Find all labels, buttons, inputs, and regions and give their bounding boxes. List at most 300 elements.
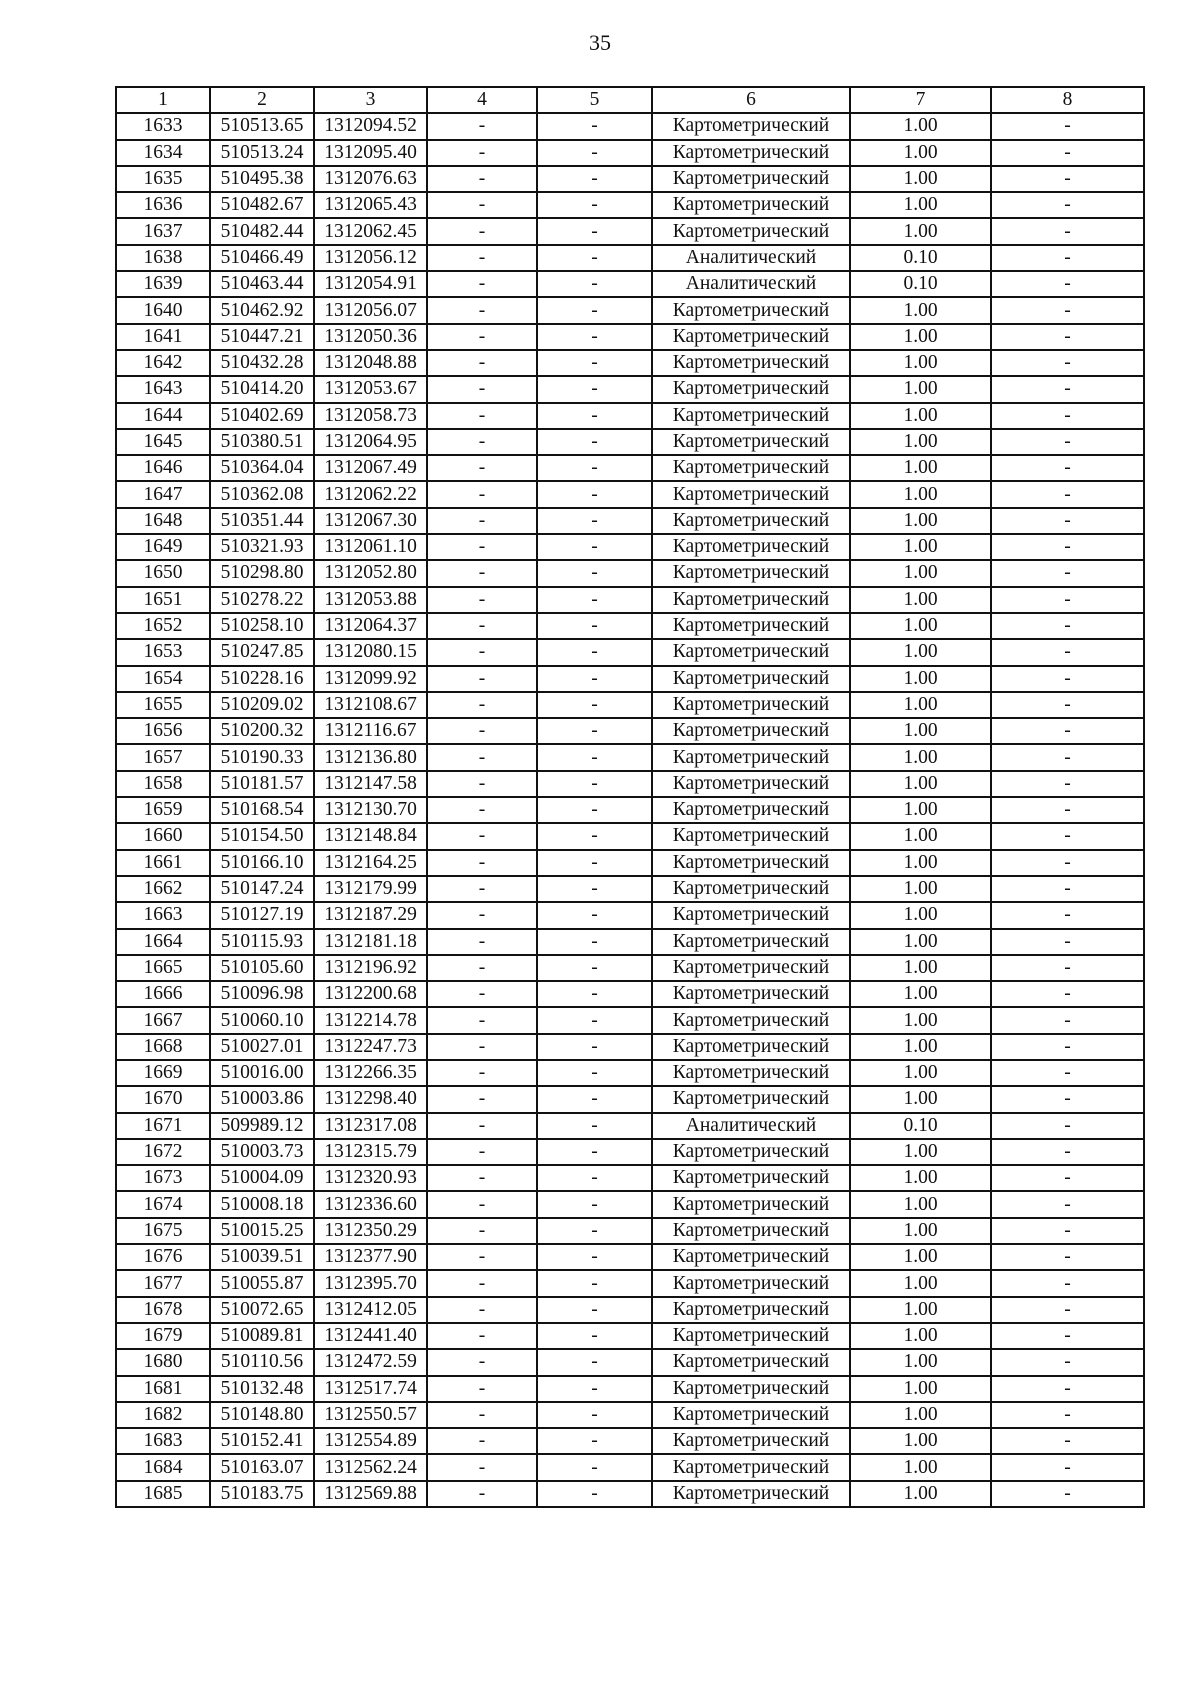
table-row (116, 718, 1144, 744)
x-coordinate-cell: 510298.80 (210, 560, 314, 586)
x-coordinate-cell: 510027.01 (210, 1034, 314, 1060)
column-5-cell: - (537, 771, 652, 797)
method-cell: Картометрический (652, 324, 850, 350)
table-row (116, 1270, 1144, 1296)
method-cell: Картометрический (652, 1428, 850, 1454)
y-coordinate-cell: 1312053.88 (314, 587, 427, 613)
column-4-cell: - (427, 192, 537, 218)
accuracy-cell: 1.00 (850, 1349, 991, 1375)
column-5-cell: - (537, 902, 652, 928)
column-5-cell: - (537, 744, 652, 770)
column-4-cell: - (427, 902, 537, 928)
x-coordinate-cell: 510055.87 (210, 1270, 314, 1296)
table-row (116, 166, 1144, 192)
method-cell: Картометрический (652, 1139, 850, 1165)
column-5-cell: - (537, 666, 652, 692)
y-coordinate-cell: 1312179.99 (314, 876, 427, 902)
y-coordinate-cell: 1312350.29 (314, 1218, 427, 1244)
column-4-cell: - (427, 166, 537, 192)
method-cell: Картометрический (652, 376, 850, 402)
method-cell: Картометрический (652, 455, 850, 481)
column-8-cell: - (991, 1454, 1144, 1480)
table-row (116, 797, 1144, 823)
accuracy-cell: 0.10 (850, 1113, 991, 1139)
y-coordinate-cell: 1312562.24 (314, 1454, 427, 1480)
column-5-cell: - (537, 245, 652, 271)
x-coordinate-cell: 510147.24 (210, 876, 314, 902)
column-4-cell: - (427, 1086, 537, 1112)
accuracy-cell: 1.00 (850, 560, 991, 586)
column-4-cell: - (427, 1113, 537, 1139)
table-row (116, 1034, 1144, 1060)
x-coordinate-cell: 510016.00 (210, 1060, 314, 1086)
x-coordinate-cell: 510132.48 (210, 1376, 314, 1402)
column-5-cell: - (537, 1481, 652, 1507)
method-cell: Картометрический (652, 744, 850, 770)
column-4-cell: - (427, 1270, 537, 1296)
y-coordinate-cell: 1312052.80 (314, 560, 427, 586)
table-row (116, 771, 1144, 797)
column-5-cell: - (537, 639, 652, 665)
point-number-cell: 1674 (116, 1191, 210, 1217)
x-coordinate-cell: 510183.75 (210, 1481, 314, 1507)
column-5-cell: - (537, 1113, 652, 1139)
accuracy-cell: 1.00 (850, 1007, 991, 1033)
column-4-cell: - (427, 1165, 537, 1191)
column-header-1: 1 (116, 87, 210, 113)
accuracy-cell: 1.00 (850, 850, 991, 876)
table-row (116, 639, 1144, 665)
column-5-cell: - (537, 1376, 652, 1402)
point-number-cell: 1680 (116, 1349, 210, 1375)
y-coordinate-cell: 1312200.68 (314, 981, 427, 1007)
table-row (116, 955, 1144, 981)
method-cell: Картометрический (652, 1086, 850, 1112)
x-coordinate-cell: 510152.41 (210, 1428, 314, 1454)
table-row (116, 113, 1144, 139)
method-cell: Картометрический (652, 1034, 850, 1060)
method-cell: Картометрический (652, 1244, 850, 1270)
y-coordinate-cell: 1312058.73 (314, 403, 427, 429)
point-number-cell: 1670 (116, 1086, 210, 1112)
point-number-cell: 1681 (116, 1376, 210, 1402)
column-8-cell: - (991, 1244, 1144, 1270)
table-row (116, 1060, 1144, 1086)
accuracy-cell: 1.00 (850, 1376, 991, 1402)
table-row (116, 876, 1144, 902)
column-4-cell: - (427, 376, 537, 402)
column-4-cell: - (427, 639, 537, 665)
point-number-cell: 1664 (116, 929, 210, 955)
accuracy-cell: 1.00 (850, 902, 991, 928)
column-5-cell: - (537, 297, 652, 323)
accuracy-cell: 1.00 (850, 140, 991, 166)
column-8-cell: - (991, 876, 1144, 902)
y-coordinate-cell: 1312472.59 (314, 1349, 427, 1375)
y-coordinate-cell: 1312336.60 (314, 1191, 427, 1217)
method-cell: Картометрический (652, 1165, 850, 1191)
column-4-cell: - (427, 666, 537, 692)
column-8-cell: - (991, 1034, 1144, 1060)
method-cell: Картометрический (652, 113, 850, 139)
accuracy-cell: 1.00 (850, 823, 991, 849)
point-number-cell: 1640 (116, 297, 210, 323)
table-row (116, 271, 1144, 297)
table-row (116, 1007, 1144, 1033)
accuracy-cell: 1.00 (850, 455, 991, 481)
column-4-cell: - (427, 718, 537, 744)
point-number-cell: 1671 (116, 1113, 210, 1139)
y-coordinate-cell: 1312056.12 (314, 245, 427, 271)
x-coordinate-cell: 510190.33 (210, 744, 314, 770)
column-8-cell: - (991, 429, 1144, 455)
column-8-cell: - (991, 955, 1144, 981)
y-coordinate-cell: 1312065.43 (314, 192, 427, 218)
column-4-cell: - (427, 1191, 537, 1217)
column-header-8: 8 (991, 87, 1144, 113)
column-4-cell: - (427, 1007, 537, 1033)
column-4-cell: - (427, 455, 537, 481)
table-row (116, 1218, 1144, 1244)
x-coordinate-cell: 510127.19 (210, 902, 314, 928)
table-row (116, 1086, 1144, 1112)
point-number-cell: 1658 (116, 771, 210, 797)
point-number-cell: 1642 (116, 350, 210, 376)
table-row (116, 692, 1144, 718)
y-coordinate-cell: 1312320.93 (314, 1165, 427, 1191)
column-5-cell: - (537, 1139, 652, 1165)
point-number-cell: 1682 (116, 1402, 210, 1428)
y-coordinate-cell: 1312050.36 (314, 324, 427, 350)
column-5-cell: - (537, 876, 652, 902)
column-4-cell: - (427, 1139, 537, 1165)
table-row (116, 481, 1144, 507)
column-8-cell: - (991, 455, 1144, 481)
method-cell: Картометрический (652, 1007, 850, 1033)
column-4-cell: - (427, 429, 537, 455)
y-coordinate-cell: 1312187.29 (314, 902, 427, 928)
point-number-cell: 1678 (116, 1297, 210, 1323)
table-row (116, 981, 1144, 1007)
x-coordinate-cell: 510209.02 (210, 692, 314, 718)
column-4-cell: - (427, 297, 537, 323)
accuracy-cell: 1.00 (850, 1034, 991, 1060)
x-coordinate-cell: 510364.04 (210, 455, 314, 481)
x-coordinate-cell: 510362.08 (210, 481, 314, 507)
column-5-cell: - (537, 1297, 652, 1323)
point-number-cell: 1657 (116, 744, 210, 770)
method-cell: Картометрический (652, 429, 850, 455)
y-coordinate-cell: 1312136.80 (314, 744, 427, 770)
y-coordinate-cell: 1312095.40 (314, 140, 427, 166)
point-number-cell: 1639 (116, 271, 210, 297)
column-4-cell: - (427, 560, 537, 586)
x-coordinate-cell: 510115.93 (210, 929, 314, 955)
y-coordinate-cell: 1312067.49 (314, 455, 427, 481)
column-8-cell: - (991, 534, 1144, 560)
table-row (116, 1297, 1144, 1323)
column-8-cell: - (991, 639, 1144, 665)
x-coordinate-cell: 510513.24 (210, 140, 314, 166)
y-coordinate-cell: 1312517.74 (314, 1376, 427, 1402)
y-coordinate-cell: 1312196.92 (314, 955, 427, 981)
column-8-cell: - (991, 218, 1144, 244)
column-8-cell: - (991, 1165, 1144, 1191)
column-4-cell: - (427, 613, 537, 639)
point-number-cell: 1649 (116, 534, 210, 560)
method-cell: Картометрический (652, 587, 850, 613)
column-4-cell: - (427, 1034, 537, 1060)
table-row (116, 350, 1144, 376)
column-8-cell: - (991, 613, 1144, 639)
accuracy-cell: 1.00 (850, 929, 991, 955)
table-row (116, 1402, 1144, 1428)
column-4-cell: - (427, 587, 537, 613)
accuracy-cell: 1.00 (850, 350, 991, 376)
column-5-cell: - (537, 692, 652, 718)
table-row (116, 1244, 1144, 1270)
accuracy-cell: 1.00 (850, 692, 991, 718)
x-coordinate-cell: 510181.57 (210, 771, 314, 797)
point-number-cell: 1652 (116, 613, 210, 639)
method-cell: Аналитический (652, 271, 850, 297)
x-coordinate-cell: 509989.12 (210, 1113, 314, 1139)
accuracy-cell: 1.00 (850, 376, 991, 402)
column-8-cell: - (991, 140, 1144, 166)
x-coordinate-cell: 510168.54 (210, 797, 314, 823)
method-cell: Картометрический (652, 403, 850, 429)
x-coordinate-cell: 510228.16 (210, 666, 314, 692)
method-cell: Картометрический (652, 876, 850, 902)
column-5-cell: - (537, 613, 652, 639)
column-8-cell: - (991, 560, 1144, 586)
page-number: 35 (589, 30, 611, 55)
y-coordinate-cell: 1312164.25 (314, 850, 427, 876)
column-5-cell: - (537, 1244, 652, 1270)
column-4-cell: - (427, 1297, 537, 1323)
table-row (116, 297, 1144, 323)
x-coordinate-cell: 510072.65 (210, 1297, 314, 1323)
column-5-cell: - (537, 140, 652, 166)
point-number-cell: 1654 (116, 666, 210, 692)
column-5-cell: - (537, 1270, 652, 1296)
point-number-cell: 1636 (116, 192, 210, 218)
column-5-cell: - (537, 429, 652, 455)
column-4-cell: - (427, 929, 537, 955)
table-row (116, 140, 1144, 166)
point-number-cell: 1660 (116, 823, 210, 849)
column-5-cell: - (537, 1349, 652, 1375)
column-8-cell: - (991, 692, 1144, 718)
accuracy-cell: 1.00 (850, 981, 991, 1007)
accuracy-cell: 1.00 (850, 1454, 991, 1480)
accuracy-cell: 1.00 (850, 1402, 991, 1428)
column-header-4: 4 (427, 87, 537, 113)
column-4-cell: - (427, 1454, 537, 1480)
column-5-cell: - (537, 1218, 652, 1244)
accuracy-cell: 1.00 (850, 613, 991, 639)
y-coordinate-cell: 1312054.91 (314, 271, 427, 297)
method-cell: Картометрический (652, 297, 850, 323)
table-row (116, 403, 1144, 429)
table-row (116, 245, 1144, 271)
point-number-cell: 1663 (116, 902, 210, 928)
x-coordinate-cell: 510432.28 (210, 350, 314, 376)
column-5-cell: - (537, 1191, 652, 1217)
x-coordinate-cell: 510060.10 (210, 1007, 314, 1033)
column-4-cell: - (427, 481, 537, 507)
column-5-cell: - (537, 271, 652, 297)
method-cell: Картометрический (652, 481, 850, 507)
method-cell: Картометрический (652, 1481, 850, 1507)
point-number-cell: 1661 (116, 850, 210, 876)
column-5-cell: - (537, 718, 652, 744)
column-8-cell: - (991, 1060, 1144, 1086)
point-number-cell: 1641 (116, 324, 210, 350)
accuracy-cell: 0.10 (850, 271, 991, 297)
x-coordinate-cell: 510321.93 (210, 534, 314, 560)
accuracy-cell: 1.00 (850, 113, 991, 139)
coordinates-table (115, 86, 1145, 1508)
y-coordinate-cell: 1312108.67 (314, 692, 427, 718)
column-8-cell: - (991, 1113, 1144, 1139)
y-coordinate-cell: 1312062.22 (314, 481, 427, 507)
method-cell: Картометрический (652, 1218, 850, 1244)
method-cell: Картометрический (652, 929, 850, 955)
method-cell: Картометрический (652, 1297, 850, 1323)
x-coordinate-cell: 510096.98 (210, 981, 314, 1007)
x-coordinate-cell: 510462.92 (210, 297, 314, 323)
point-number-cell: 1651 (116, 587, 210, 613)
y-coordinate-cell: 1312550.57 (314, 1402, 427, 1428)
column-8-cell: - (991, 297, 1144, 323)
column-5-cell: - (537, 350, 652, 376)
column-8-cell: - (991, 850, 1144, 876)
point-number-cell: 1643 (116, 376, 210, 402)
method-cell: Картометрический (652, 955, 850, 981)
x-coordinate-cell: 510003.86 (210, 1086, 314, 1112)
method-cell: Картометрический (652, 902, 850, 928)
column-5-cell: - (537, 1428, 652, 1454)
table-row (116, 1165, 1144, 1191)
column-8-cell: - (991, 1376, 1144, 1402)
accuracy-cell: 1.00 (850, 1060, 991, 1086)
y-coordinate-cell: 1312116.67 (314, 718, 427, 744)
accuracy-cell: 1.00 (850, 429, 991, 455)
column-5-cell: - (537, 587, 652, 613)
method-cell: Картометрический (652, 1323, 850, 1349)
column-4-cell: - (427, 1481, 537, 1507)
point-number-cell: 1673 (116, 1165, 210, 1191)
accuracy-cell: 1.00 (850, 744, 991, 770)
column-4-cell: - (427, 876, 537, 902)
method-cell: Картометрический (652, 534, 850, 560)
method-cell: Картометрический (652, 639, 850, 665)
column-header-7: 7 (850, 87, 991, 113)
table-row (116, 455, 1144, 481)
method-cell: Картометрический (652, 1270, 850, 1296)
table-row (116, 613, 1144, 639)
accuracy-cell: 1.00 (850, 297, 991, 323)
point-number-cell: 1647 (116, 481, 210, 507)
y-coordinate-cell: 1312315.79 (314, 1139, 427, 1165)
column-4-cell: - (427, 692, 537, 718)
column-8-cell: - (991, 1428, 1144, 1454)
y-coordinate-cell: 1312130.70 (314, 797, 427, 823)
column-header-5: 5 (537, 87, 652, 113)
table-body (116, 113, 1144, 1507)
column-4-cell: - (427, 797, 537, 823)
point-number-cell: 1656 (116, 718, 210, 744)
column-5-cell: - (537, 560, 652, 586)
method-cell: Картометрический (652, 1402, 850, 1428)
column-4-cell: - (427, 955, 537, 981)
column-8-cell: - (991, 981, 1144, 1007)
y-coordinate-cell: 1312214.78 (314, 1007, 427, 1033)
y-coordinate-cell: 1312569.88 (314, 1481, 427, 1507)
column-5-cell: - (537, 1060, 652, 1086)
column-8-cell: - (991, 744, 1144, 770)
y-coordinate-cell: 1312181.18 (314, 929, 427, 955)
x-coordinate-cell: 510004.09 (210, 1165, 314, 1191)
column-4-cell: - (427, 271, 537, 297)
y-coordinate-cell: 1312094.52 (314, 113, 427, 139)
point-number-cell: 1645 (116, 429, 210, 455)
point-number-cell: 1675 (116, 1218, 210, 1244)
method-cell: Картометрический (652, 1376, 850, 1402)
column-5-cell: - (537, 113, 652, 139)
column-8-cell: - (991, 718, 1144, 744)
accuracy-cell: 1.00 (850, 587, 991, 613)
point-number-cell: 1634 (116, 140, 210, 166)
column-5-cell: - (537, 823, 652, 849)
y-coordinate-cell: 1312056.07 (314, 297, 427, 323)
column-4-cell: - (427, 218, 537, 244)
table-row (116, 324, 1144, 350)
method-cell: Картометрический (652, 823, 850, 849)
table-row (116, 560, 1144, 586)
point-number-cell: 1665 (116, 955, 210, 981)
column-5-cell: - (537, 955, 652, 981)
x-coordinate-cell: 510039.51 (210, 1244, 314, 1270)
table-row (116, 1191, 1144, 1217)
point-number-cell: 1653 (116, 639, 210, 665)
method-cell: Картометрический (652, 666, 850, 692)
point-number-cell: 1668 (116, 1034, 210, 1060)
accuracy-cell: 1.00 (850, 218, 991, 244)
column-8-cell: - (991, 666, 1144, 692)
point-number-cell: 1650 (116, 560, 210, 586)
accuracy-cell: 1.00 (850, 1244, 991, 1270)
column-4-cell: - (427, 1428, 537, 1454)
point-number-cell: 1644 (116, 403, 210, 429)
column-4-cell: - (427, 113, 537, 139)
column-8-cell: - (991, 1481, 1144, 1507)
method-cell: Картометрический (652, 192, 850, 218)
point-number-cell: 1646 (116, 455, 210, 481)
column-5-cell: - (537, 1034, 652, 1060)
accuracy-cell: 1.00 (850, 1323, 991, 1349)
column-5-cell: - (537, 481, 652, 507)
method-cell: Картометрический (652, 797, 850, 823)
x-coordinate-cell: 510380.51 (210, 429, 314, 455)
column-5-cell: - (537, 1165, 652, 1191)
method-cell: Картометрический (652, 508, 850, 534)
column-8-cell: - (991, 1297, 1144, 1323)
column-4-cell: - (427, 324, 537, 350)
column-8-cell: - (991, 1323, 1144, 1349)
column-5-cell: - (537, 1007, 652, 1033)
